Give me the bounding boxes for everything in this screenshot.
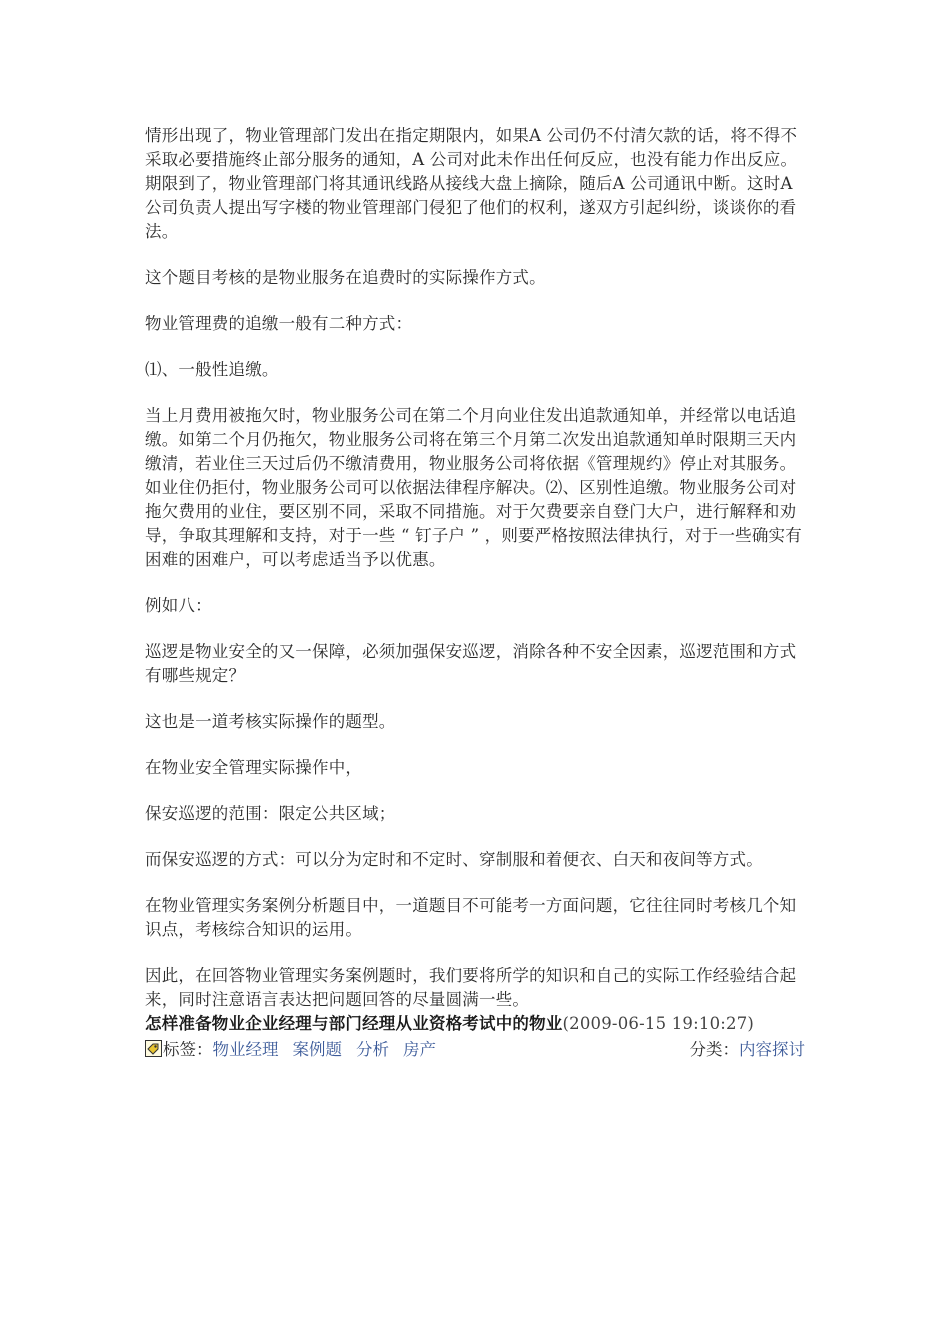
post-heading xyxy=(145,1012,810,1035)
tags-label: 标签： xyxy=(163,1040,213,1059)
tag-link[interactable]: 案例题 xyxy=(292,1040,342,1059)
post-title: 怎样准备物业企业经理与部门经理从业资格考试中的物业 xyxy=(145,1014,563,1033)
paragraph: 情形出现了，物业管理部门发出在指定期限内，如果A 公司仍不付清欠款的话，将不得不采取必要措施终止部分服务的通知，A 公司对此未作出任何反应，也没有能力作出反应。期限到了，物业管理部门将其通讯线路从接线大盘上摘除，随后A 公司通讯中断。这时A 公司负责人提出写字楼的物业管理部门侵犯了他们的权利，遂双方引起纠纷，谈谈你的看法。 xyxy=(145,126,798,241)
tag-icon xyxy=(145,1039,162,1056)
paragraph: 在物业安全管理实际操作中， xyxy=(145,758,363,777)
article-body xyxy=(145,124,810,1063)
tag-link[interactable]: 分析 xyxy=(356,1040,389,1059)
tag-link[interactable]: 物业经理 xyxy=(212,1040,279,1059)
paragraph: 这个题目考核的是物业服务在追费时的实际操作方式。 xyxy=(145,268,546,287)
category xyxy=(690,1037,806,1063)
category-label: 分类： xyxy=(689,1040,739,1059)
paragraph: 当上月费用被拖欠时，物业服务公司在第二个月向业住发出追款通知单，并经常以电话追缴。如第二个月仍拖欠，物业服务公司将在第三个月第二次发出追款通知单时限期三天内缴清，若业住三天过后仍不缴清费用，物业服务公司将依据《管理规约》停止对其服务。如业住仍拒付，物业服务公司可以依据法律程序解决。⑵、区别性追缴。物业服务公司对拖欠费用的业住，要区别不同，采取不同措施。对于欠费要亲自登门大户，进行解释和劝导，争取其理解和支持，对于一些 “ 钉子户 ” ，则要严格按照法律执行，对于一些确实有困难的困难户，可以考虑适当予以优惠。 xyxy=(145,406,802,569)
paragraph: 巡逻是物业安全的又一保障，必须加强保安巡逻，消除各种不安全因素，巡逻范围和方式有哪些规定？ xyxy=(145,642,797,685)
paragraph: 而保安巡逻的方式：可以分为定时和不定时、穿制服和着便衣、白天和夜间等方式。 xyxy=(145,850,763,869)
paragraph: ⑴、一般性追缴。 xyxy=(145,360,279,379)
post-meta xyxy=(145,1037,810,1063)
paragraph: 例如八： xyxy=(145,596,212,615)
paragraph: 这也是一道考核实际操作的题型。 xyxy=(145,712,396,731)
paragraph: 保安巡逻的范围：限定公共区域； xyxy=(145,804,396,823)
paragraph: 物业管理费的追缴一般有二种方式： xyxy=(145,314,413,333)
paragraph: 在物业管理实务案例分析题目中，一道题目不可能考一方面问题，它往往同时考核几个知识点，考核综合知识的运用。 xyxy=(145,896,797,939)
tag-link[interactable]: 房产 xyxy=(403,1040,436,1059)
category-link[interactable]: 内容探讨 xyxy=(739,1040,805,1059)
post-date: (2009-06-15 19:10:27) xyxy=(562,1014,755,1033)
paragraph: 因此，在回答物业管理实务案例题时，我们要将所学的知识和自己的实际工作经验结合起来，同时注意语言表达把问题回答的尽量圆满一些。 xyxy=(145,966,797,1009)
